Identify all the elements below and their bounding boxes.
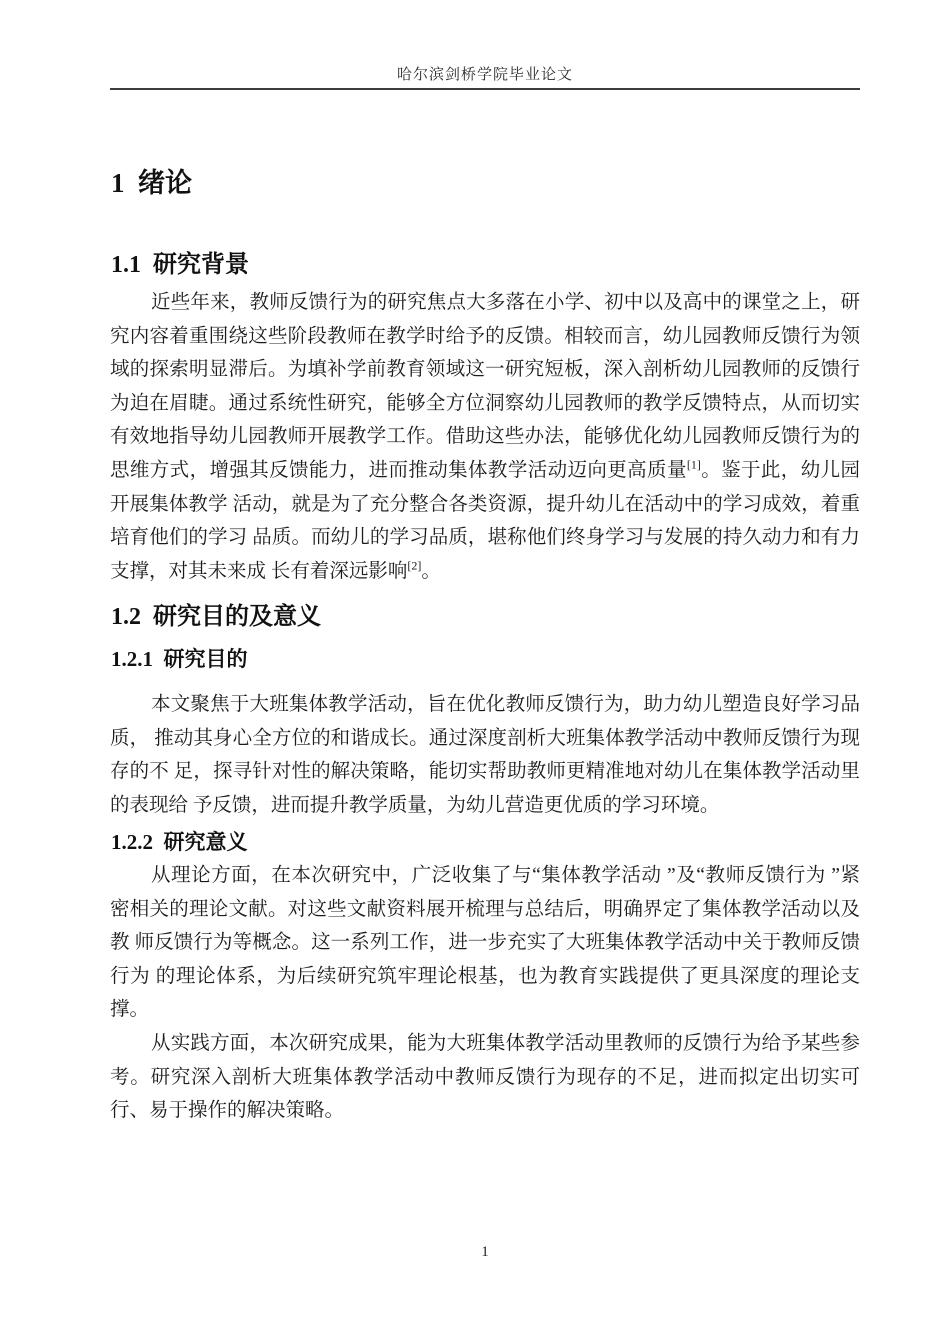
paragraph-significance-theory (110, 859, 865, 1027)
page-number: 1 (481, 1244, 489, 1260)
citation-reference: [1] (686, 457, 701, 472)
subsection-heading-research-significance: 1.2.2 研究意义 (111, 830, 248, 854)
citation-reference: [2] (407, 558, 422, 573)
paragraph-text: 。 (421, 560, 441, 582)
paragraph-text: 从实践方面，本次研究成果，能为大班集体教学活动里教师的反馈行为给予某些参考。研究深入剖析大班集体教学活动中教师反馈行为现存的不足，进而拟定出切实可行、易于操作的解决策略。 (110, 1033, 860, 1122)
running-header-title: 哈尔滨剑桥学院毕业论文 (396, 67, 573, 83)
chapter-heading: 1 绪论 (111, 168, 192, 198)
paragraph-research-purpose (110, 688, 860, 822)
section-heading-research-background: 1.1 研究背景 (111, 252, 249, 278)
subsection-heading-research-purpose: 1.2.1 研究目的 (111, 647, 248, 671)
paragraph-text: 。鉴于此，幼儿园开展集体教学 活动，就是为了充分整合各类资源，提升幼儿在活动中的学习成效，着重培育他们的学习 品质。而幼儿的学习品质，堪称他们终身学习与发展的持久动力和有力支撑，对其未来成 长有着深远影响 (110, 459, 860, 582)
paragraph-text: 从理论方面，在本次研究中，广泛收集了与“集体教学活动 ”及“教师反馈行为 ”紧 密相关的理论文献。对这些文献资料展开梳理与总结后，明确界定了集体教学活动以及教 师反馈行为等概念。这一系列工作，进一步充实了大班集体教学活动中关于教师反馈行为 的理论体系，为后续研究筑牢理论根基，也为教育实践提供了更具深度的理论支撑。 (110, 865, 865, 1021)
paragraph-text: 本文聚焦于大班集体教学活动，旨在优化教师反馈行为，助力幼儿塑造良好学习品质， 推动其身心全方位的和谐成长。通过深度剖析大班集体教学活动中教师反馈行为现存的不 足，探寻针对性的解决策略，能切实帮助教师更精准地对幼儿在集体教学活动里的表现给 予反馈，进而提升教学质量，为幼儿营造更优质的学习环境。 (110, 694, 860, 816)
page-footer (110, 1244, 860, 1261)
header-divider-rule (110, 88, 860, 90)
paragraph-significance-practice (110, 1027, 860, 1128)
paragraph-text: 近些年来，教师反馈行为的研究焦点大多落在小学、初中以及高中的课堂之上，研究内容着重围绕这些阶段教师在教学时给予的反馈。相较而言，幼儿园教师反馈行为领域的探索明显滞后。为填补学前教育领域这一研究短板，深入剖析幼儿园教师的反馈行为迫在眉睫。通过系统性研究，能够全方位洞察幼儿园教师的教学反馈特点，从而切实有效地指导幼儿园教师开展教学工作。借助这些办法，能够优化幼儿园教师反馈行为的思维方式，增强其反馈能力，进而推动集体教学活动迈向更高质量 (110, 292, 860, 481)
paragraph-research-background (110, 286, 860, 588)
section-heading-purpose-and-significance: 1.2 研究目的及意义 (111, 604, 321, 630)
